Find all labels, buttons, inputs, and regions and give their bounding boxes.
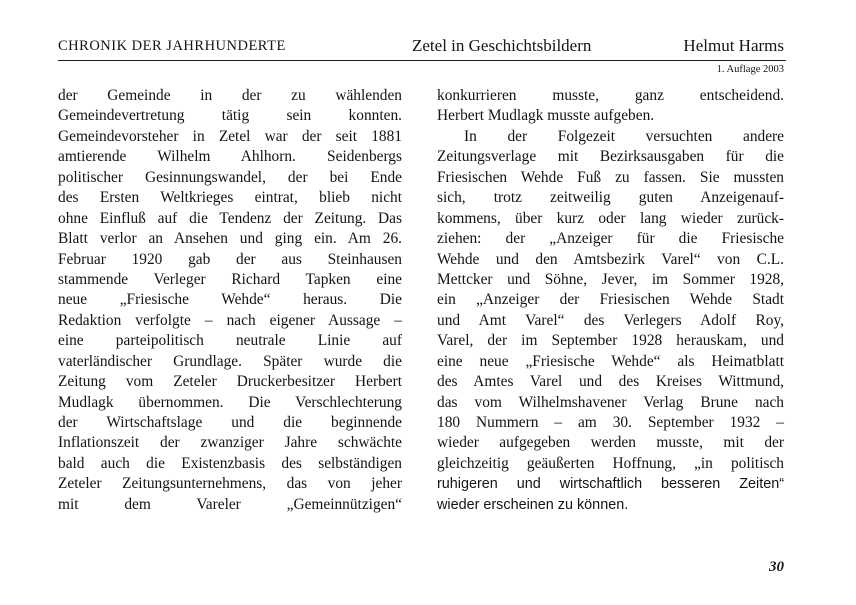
text-line: Gemeindevorsteher in Zetel war der seit 1881 — [58, 127, 402, 145]
text-line: ohne Einfluß auf die Tendenz der Zeitung. Das — [58, 209, 402, 227]
running-header — [58, 36, 786, 58]
text-line: Mettcker und Söhne, Jever, im Sommer 1928, — [437, 270, 784, 288]
text-line: neue „Friesische Wehde“ heraus. Die — [58, 291, 402, 309]
text-line: ruhigeren und wirtschaftlich besseren Zeiten“ — [437, 476, 784, 493]
text-line: des Amtes Varel und des Kreises Wittmund, — [437, 373, 784, 391]
text-line: ein „Anzeiger der Friesischen Wehde Stadt — [437, 291, 784, 309]
header-rule — [58, 60, 786, 61]
text-line: Varel, der im September 1928 herauskam, und — [437, 332, 784, 350]
text-line: Februar 1920 gab der aus Steinhausen — [58, 250, 402, 268]
book-title: Zetel in Geschichtsbildern — [412, 36, 592, 55]
text-line: des Ersten Weltkrieges eintrat, blieb nicht — [58, 189, 402, 207]
text-line: vaterländischer Grundlage. Später wurde die — [58, 352, 402, 370]
text-line: Zeitungsverlage mit Bezirksausgaben für die — [437, 148, 784, 166]
edition-note: 1. Auflage 2003 — [716, 64, 784, 75]
text-line: 180 Nummern – am 30. September 1932 – — [437, 414, 784, 431]
left-column — [58, 86, 402, 515]
text-line: Wehde und den Amtsbezirk Varel“ von C.L. — [437, 250, 784, 268]
text-line: konkurrieren musste, ganz entscheidend. — [437, 87, 784, 104]
paragraph-last-line: Herbert Mudlagk musste aufgeben. — [437, 107, 655, 125]
text-line: Inflationszeit der zwanziger Jahre schwächte — [58, 434, 402, 452]
text-line: Zeteler Zeitungsunternehmens, das von jeher — [58, 475, 402, 493]
text-line: politischer Gesinnungswandel, der bei Ende — [58, 168, 402, 186]
text-line: amtierende Wilhelm Ahlhorn. Seidenbergs — [58, 148, 402, 166]
series-title: CHRONIK DER JAHRHUNDERTE — [58, 38, 286, 54]
text-line: Gemeindevertretung tätig sein konnten. — [58, 107, 402, 125]
text-line: stammende Verleger Richard Tapken eine — [58, 270, 402, 288]
text-line: kommens, über kurz oder lang wieder zurück- — [437, 209, 784, 227]
paragraph-first-line: In der Folgezeit versuchten andere — [464, 127, 784, 145]
text-line: wieder aufgegeben werden musste, mit der — [437, 434, 784, 452]
text-line: Zeitung vom Zeteler Druckerbesitzer Herbert — [58, 373, 402, 391]
text-line: eine parteipolitisch neutrale Linie auf — [58, 332, 402, 350]
author-name: Helmut Harms — [683, 36, 784, 55]
text-line: der Wirtschaftslage und die beginnende — [58, 414, 402, 431]
text-line: mit dem Vareler „Gemeinnützigen“ — [58, 495, 402, 513]
text-line: und Amt Varel“ des Verlegers Adolf Roy, — [437, 311, 784, 329]
text-line: Friesischen Wehde Fuß zu fassen. Sie mussten — [437, 168, 784, 186]
text-line: Blatt verlor an Ansehen und ging ein. Am 26. — [58, 230, 402, 248]
text-line: Mudlagk übernommen. Die Verschlechterung — [58, 393, 402, 411]
text-line: das vom Wilhelmshavener Verlag Brune nach — [437, 393, 784, 411]
text-line: bald auch die Existenzbasis des selbständigen — [58, 454, 402, 472]
text-line: eine neue „Friesische Wehde“ als Heimatblatt — [437, 352, 784, 370]
paragraph-last-line: wieder erscheinen zu können. — [437, 496, 629, 513]
text-line: gleichzeitig geäußerten Hoffnung, „in politisch — [437, 454, 784, 472]
page-number: 30 — [769, 559, 784, 575]
text-line: Redaktion verfolgte – nach eigener Aussage – — [58, 311, 402, 329]
text-line: der Gemeinde in der zu wählenden — [58, 87, 402, 104]
text-line: sich, trotz zeitweilig guten Anzeigenauf- — [437, 189, 784, 207]
text-line: ziehen: der „Anzeiger für die Friesische — [437, 230, 784, 248]
right-column — [437, 86, 784, 515]
